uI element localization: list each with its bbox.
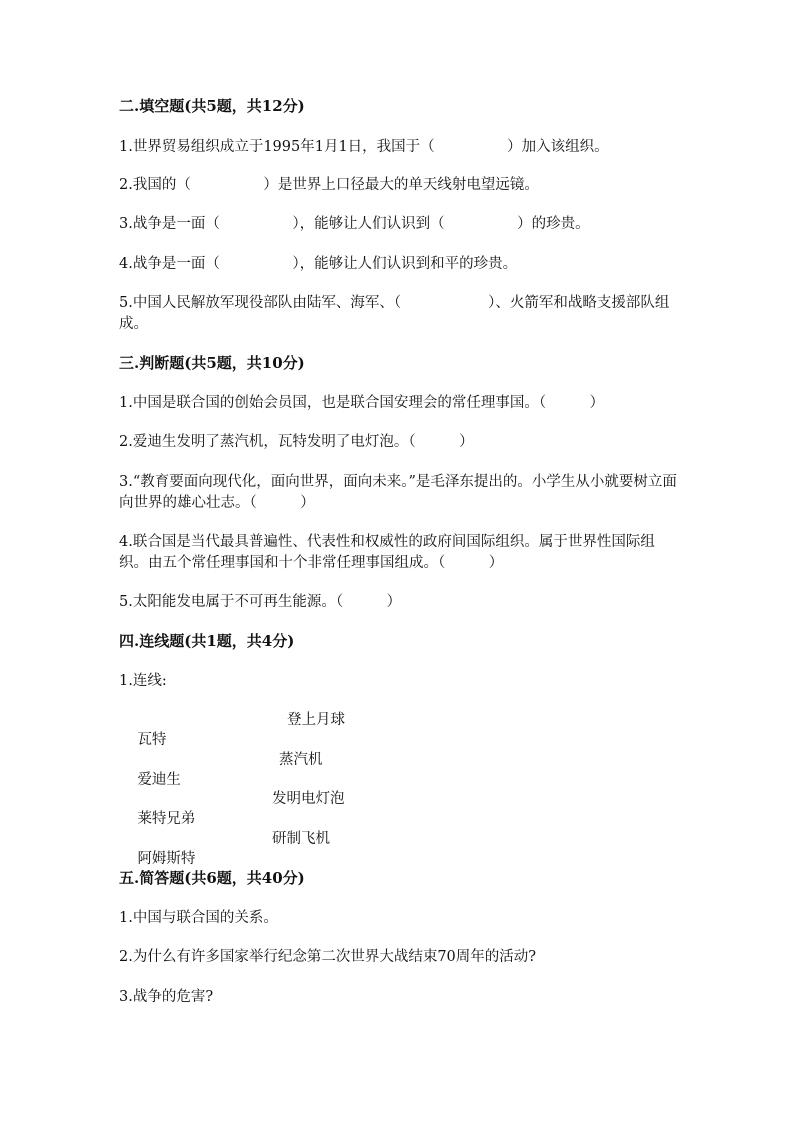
- match-right-item: 研制飞机: [272, 831, 330, 847]
- fill-question-5: 5.中国人民解放军现役部队由陆军、海军、（ ）、火箭军和战略支援部队组成。: [119, 295, 670, 332]
- short-question-2: 2.为什么有许多国家举行纪念第二次世界大战结束70周年的活动?: [119, 949, 537, 965]
- fill-question-3: 3.战争是一面（ ），能够让人们认识到（ ）的珍贵。: [119, 216, 590, 232]
- fill-section-heading: 二.填空题(共5题，共12分): [119, 97, 305, 115]
- match-right-item: 蒸汽机: [279, 752, 323, 768]
- match-left-item: 阿姆斯特: [137, 851, 196, 867]
- match-question-1: 1.连线:: [119, 673, 167, 689]
- judge-question-1: 1.中国是联合国的创始会员国，也是联合国安理会的常任理事国。（ ）: [119, 395, 605, 411]
- judge-section-heading: 三.判断题(共5题，共10分): [119, 354, 305, 372]
- judge-question-2: 2.爱迪生发明了蒸汽机，瓦特发明了电灯泡。（ ）: [119, 434, 474, 450]
- short-question-3: 3.战争的危害?: [119, 989, 214, 1005]
- short-section-heading: 五.简答题(共6题，共40分): [119, 869, 305, 887]
- fill-question-4: 4.战争是一面（ ），能够让人们认识到和平的珍贵。: [119, 256, 518, 272]
- match-left-item: 莱特兄弟: [137, 811, 196, 827]
- fill-question-1: 1.世界贸易组织成立于1995年1月1日，我国于（ ）加入该组织。: [119, 139, 609, 155]
- match-right-item: 发明电灯泡: [272, 791, 345, 807]
- judge-question-5: 5.太阳能发电属于不可再生能源。（ ）: [119, 594, 402, 610]
- match-right-item: 登上月球: [287, 712, 345, 728]
- match-left-item: 爱迪生: [137, 772, 181, 788]
- fill-question-2: 2.我国的（ ）是世界上口径最大的单天线射电望远镜。: [119, 177, 539, 193]
- short-question-1: 1.中国与联合国的关系。: [119, 910, 278, 926]
- judge-question-4: 4.联合国是当代最具普遍性、代表性和权威性的政府间国际组织。属于世界性国际组织。由五个常任理事国和十个非常任理事国组成。（ ）: [119, 534, 655, 571]
- match-section-heading: 四.连线题(共1题，共4分): [119, 632, 295, 650]
- match-left-item: 瓦特: [137, 732, 167, 748]
- judge-question-3: 3.“教育要面向现代化，面向世界，面向未来。”是毛泽东提出的。小学生从小就要树立面向世界的雄心壮志。（ ）: [119, 474, 677, 511]
